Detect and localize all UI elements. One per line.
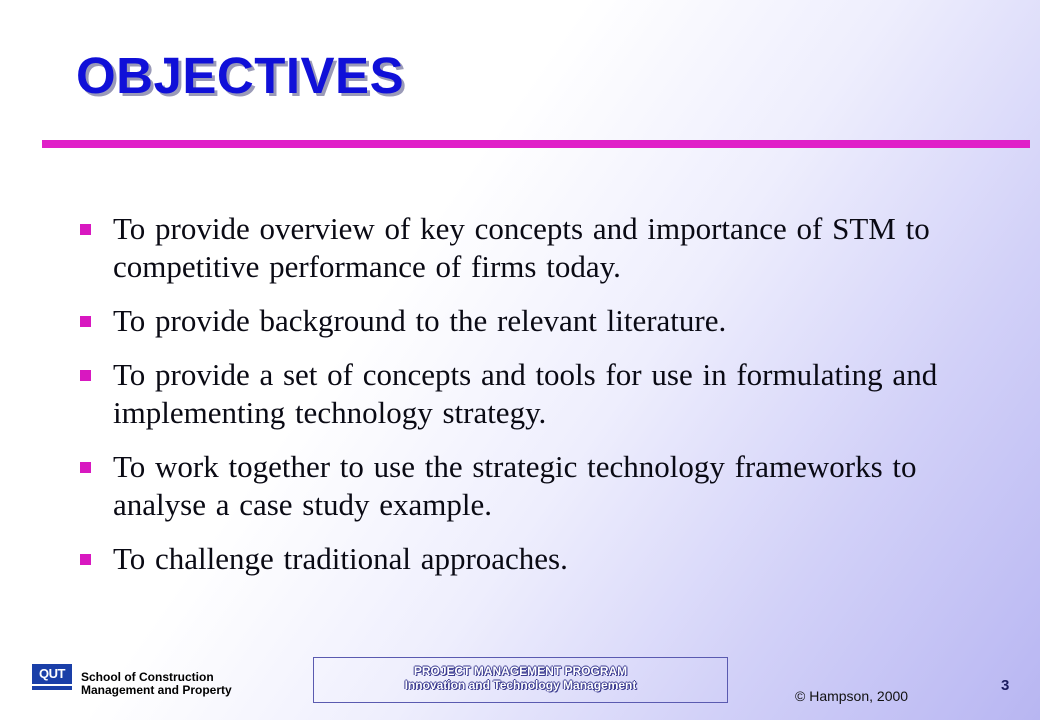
title-divider [42,140,1030,148]
list-item [80,448,980,524]
bullet-text: To provide overview of key concepts and importance of STM to competitive performance of firms today. [113,211,930,284]
list-item [80,540,980,578]
square-bullet-icon [80,224,91,235]
school-line-1: School of Construction [81,670,214,684]
bullet-text: To provide a set of concepts and tools for use in formulating and implementing technology strategy. [113,357,938,430]
school-line-2: Management and Property [81,683,232,697]
school-name [81,671,232,697]
objectives-list [80,210,980,594]
bullet-text: To challenge traditional approaches. [113,541,568,576]
qut-logo-icon: QUT [32,664,72,684]
list-item [80,210,980,286]
logo-underline [32,686,72,690]
list-item [80,356,980,432]
program-line-1: PROJECT MANAGEMENT PROGRAM [413,664,628,678]
square-bullet-icon [80,316,91,327]
bullet-text: To provide background to the relevant literature. [113,303,727,338]
square-bullet-icon [80,370,91,381]
slide-title: OBJECTIVES [76,47,405,104]
square-bullet-icon [80,554,91,565]
program-box [313,657,728,703]
program-line-2: Innovation and Technology Management [404,678,637,692]
page-number: 3 [1001,677,1010,694]
bullet-text: To work together to use the strategic technology frameworks to analyse a case study example. [113,449,917,522]
square-bullet-icon [80,462,91,473]
copyright-notice: © Hampson, 2000 [795,688,909,704]
list-item [80,302,980,340]
